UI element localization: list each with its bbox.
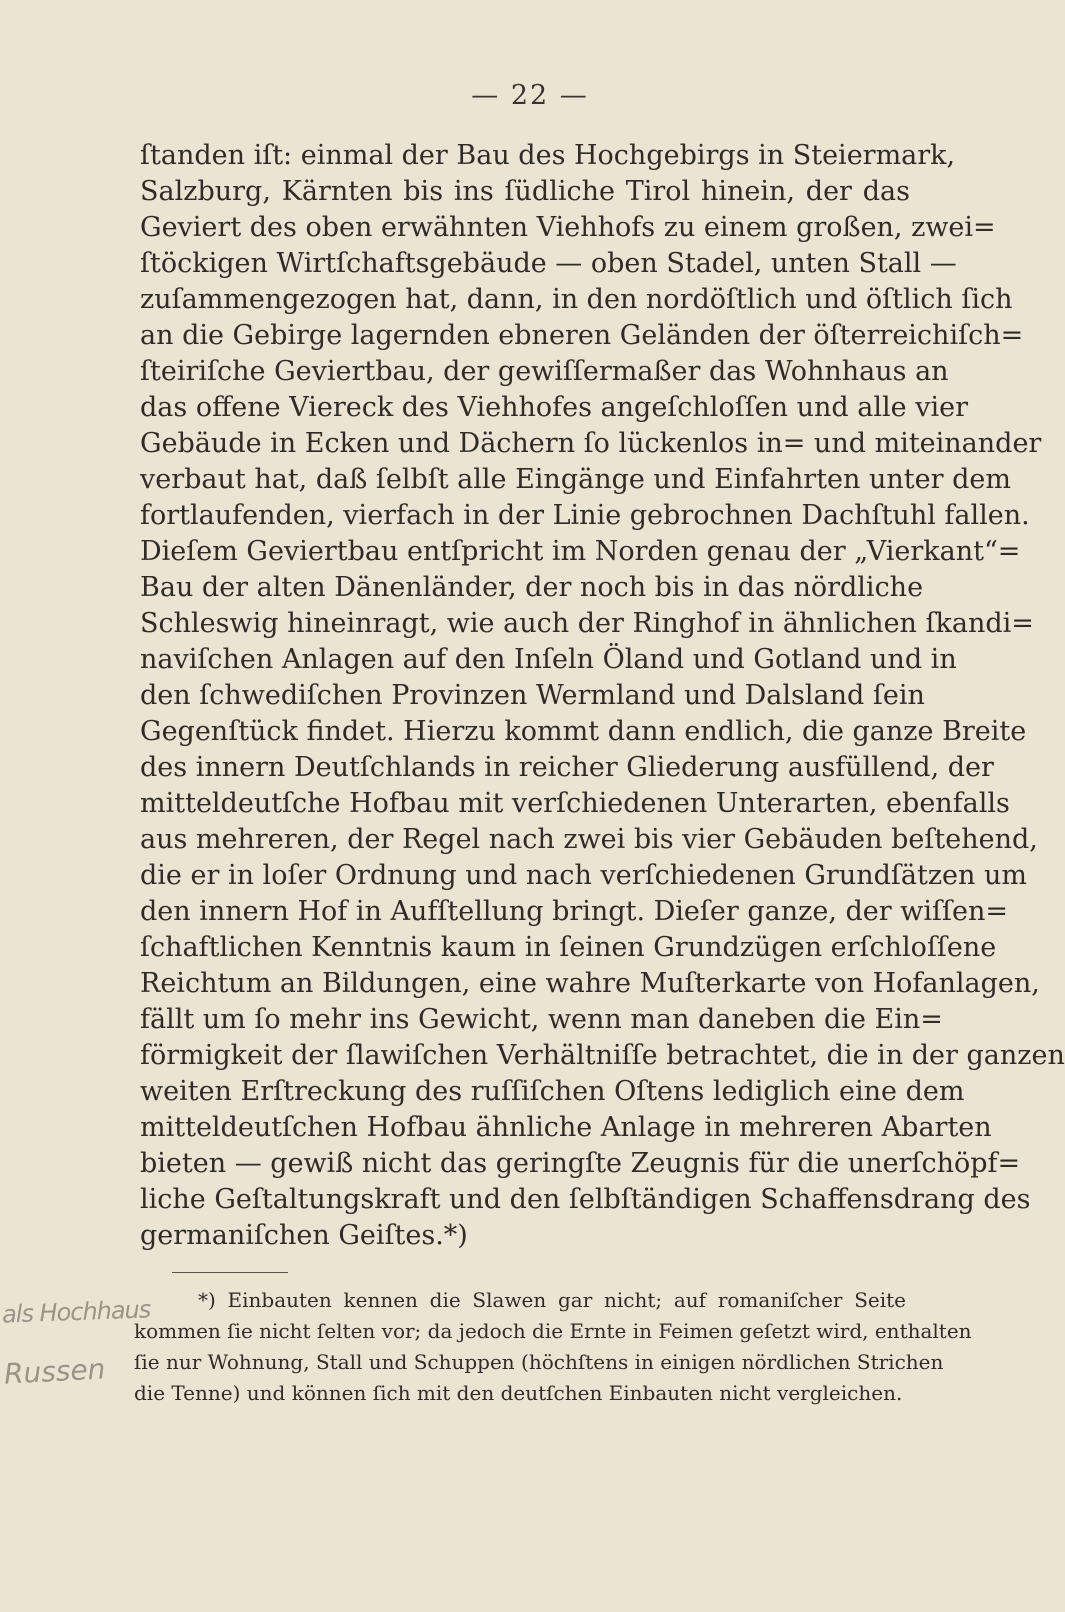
text-line: den ſchwediſchen Provinzen Wermland und Dalsland ſein <box>140 680 925 711</box>
footnote-line: *) Einbauten kennen die Slawen gar nicht; auf romaniſcher Seite <box>198 1288 906 1312</box>
text-line: fortlaufenden, vierfach in der Linie gebrochnen Dachſtuhl fallen. <box>140 500 1030 531</box>
text-line: des innern Deutſchlands in reicher Gliederung ausfüllend, der <box>140 752 994 783</box>
text-line: Bau der alten Dänenländer, der noch bis in das nördliche <box>140 572 924 603</box>
body-text <box>140 138 1065 1254</box>
text-line: mitteldeutſche Hofbau mit verſchiedenen Unterarten, ebenfalls <box>140 788 1010 819</box>
handwritten-note: Russen <box>3 1352 107 1391</box>
footnote-line: die Tenne) und können ſich mit den deutſchen Einbauten nicht vergleichen. <box>134 1381 903 1405</box>
text-line: den innern Hof in Aufſtellung bringt. Dieſer ganze, der wiſſen= <box>140 896 1008 927</box>
footnote <box>134 1285 972 1409</box>
text-line: an die Gebirge lagernden ebneren Geländen der öſterreichiſch= <box>140 320 1024 351</box>
text-line: Geviert des oben erwähnten Viehhofs zu einem großen, zwei= <box>140 212 996 243</box>
handwritten-note: als Hochhaus <box>1 1295 151 1329</box>
text-line: ſchaftlichen Kenntnis kaum in ſeinen Grundzügen erſchloſſene <box>140 932 997 963</box>
footnote-line: kommen ſie nicht ſelten vor; da jedoch die Ernte in Feimen geſetzt wird, enthalten <box>134 1319 972 1343</box>
text-line: bieten — gewiß nicht das geringſte Zeugnis für die unerſchöpf= <box>140 1148 1021 1179</box>
text-line: ſtanden iſt: einmal der Bau des Hochgebirgs in Steiermark, <box>140 140 956 171</box>
text-line: Schleswig hineinragt, wie auch der Ringhof in ähnlichen ſkandi= <box>140 608 1034 639</box>
text-line: zuſammengezogen hat, dann, in den nordöſtlich und öſtlich ſich <box>140 284 1013 315</box>
text-line: förmigkeit der ſlawiſchen Verhältniſſe betrachtet, die in der ganzen <box>140 1040 1065 1071</box>
text-line: fällt um ſo mehr ins Gewicht, wenn man daneben die Ein= <box>140 1004 943 1035</box>
text-line: Gegenſtück findet. Hierzu kommt dann endlich, die ganze Breite <box>140 716 1027 747</box>
text-line: germaniſchen Geiſtes.*) <box>140 1220 468 1251</box>
text-line: die er in loſer Ordnung und nach verſchiedenen Grundſätzen um <box>140 860 1027 891</box>
text-line: liche Geſtaltungskraft und den ſelbſtändigen Schaffensdrang des <box>140 1184 1031 1215</box>
text-line: mitteldeutſchen Hofbau ähnliche Anlage in mehreren Abarten <box>140 1112 992 1143</box>
page-number: — 22 — <box>471 80 589 111</box>
text-line: aus mehreren, der Regel nach zwei bis vier Gebäuden beſtehend, <box>140 824 1038 855</box>
footnote-divider <box>172 1272 288 1273</box>
text-line: das offene Viereck des Viehhofes angeſchloſſen und alle vier <box>140 392 968 423</box>
footnote-line: ſie nur Wohnung, Stall und Schuppen (höchſtens in einigen nördlichen Strichen <box>134 1350 944 1374</box>
text-line: naviſchen Anlagen auf den Inſeln Öland und Gotland und in <box>140 644 957 675</box>
text-line: ſteiriſche Geviertbau, der gewiſſermaßer das Wohnhaus an <box>140 356 949 387</box>
text-line: Gebäude in Ecken und Dächern ſo lückenlos in= und miteinander <box>140 428 1042 459</box>
text-line: weiten Erſtreckung des ruſſiſchen Oſtens lediglich eine dem <box>140 1076 965 1107</box>
text-line: Reichtum an Bildungen, eine wahre Muſterkarte von Hofanlagen, <box>140 968 1040 999</box>
text-line: Dieſem Geviertbau entſpricht im Norden genau der „Vierkant“= <box>140 536 1021 567</box>
text-line: Salzburg, Kärnten bis ins ſüdliche Tirol hinein, der das <box>140 176 910 207</box>
text-line: ſtöckigen Wirtſchaftsgebäude — oben Stadel, unten Stall — <box>140 248 957 279</box>
text-line: verbaut hat, daß ſelbſt alle Eingänge und Einfahrten unter dem <box>140 464 1011 495</box>
